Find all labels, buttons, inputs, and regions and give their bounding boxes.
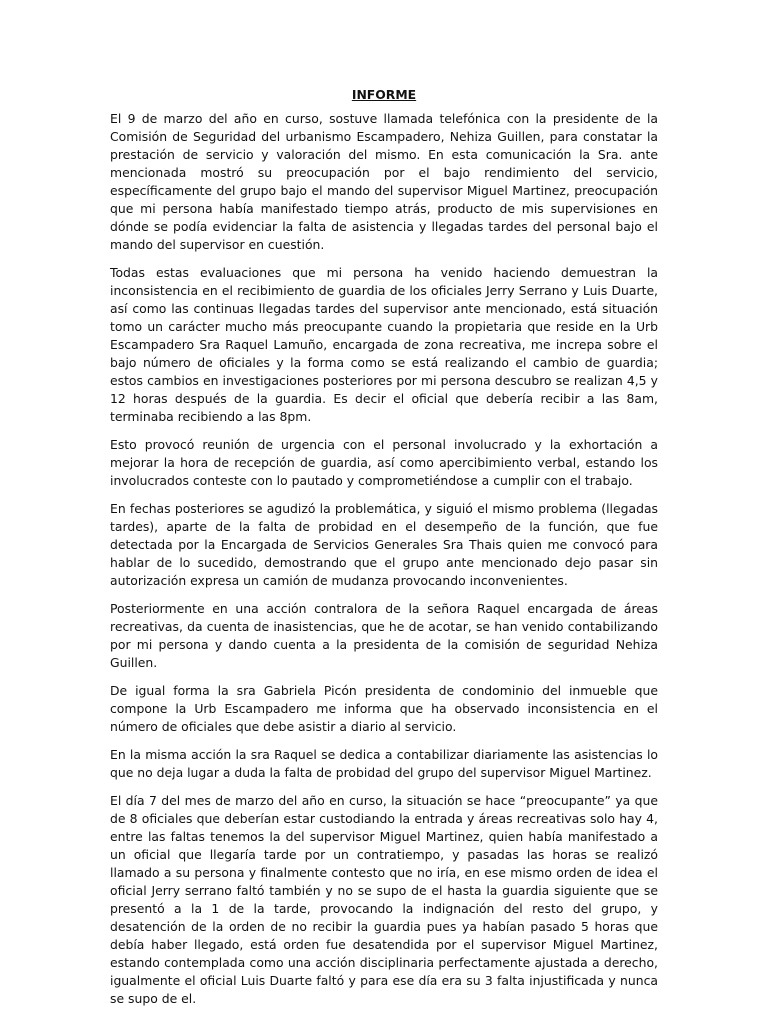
paragraph-8: El día 7 del mes de marzo del año en curso, la situación se hace “preocupante” ya que de 8 oficiales que deberían estar custodiando la entrada y áreas recreativas solo hay 4, entre las faltas tenemos la del supervisor Miguel Martinez, quien había manifestado a un oficial que llegaría tarde por un contratiempo, y pasadas las horas se realizó llamado a su persona y finalmente contesto que no iría, en ese mismo orden de idea el oficial Jerry serrano faltó también y no se supo de el hasta la guardia siguiente que se presentó a la 1 de la tarde, provocando la indignación del resto del grupo, y desatención de la orden de no recibir la guardia pues ya habían pasado 5 horas que debía haber llegado, está orden fue desatendida por el supervisor Miguel Martinez, estando contemplada como una acción disciplinaria perfectamente ajustada a derecho, igualmente el oficial Luis Duarte faltó y para ese día era su 3 falta injustificada y nunca se supo de el. bbox=[110, 793, 658, 1006]
paragraph-5: Posteriormente en una acción contralora de la señora Raquel encargada de áreas recreativas, da cuenta de inasistencias, que he de acotar, se han venido contabilizando por mi persona y dando cuenta a la presidenta de la comisión de seguridad Nehiza Guillen. bbox=[110, 601, 658, 670]
paragraph-1: El 9 de marzo del año en curso, sostuve llamada telefónica con la presidente de la Comisión de Seguridad del urbanismo Escampadero, Nehiza Guillen, para constatar la prestación de servicio y valoración del mismo. En esta comunicación la Sra. ante mencionada mostró su preocupación por el bajo rendimiento del servicio, específicamente del grupo bajo el mando del supervisor Miguel Martinez, preocupación que mi persona había manifestado tiempo atrás, producto de mis supervisiones en dónde se podía evidenciar la falta de asistencia y llegadas tardes del personal bajo el mando del supervisor en cuestión. bbox=[110, 111, 658, 252]
paragraph-6: De igual forma la sra Gabriela Picón presidenta de condominio del inmueble que compone la Urb Escampadero me informa que ha observado inconsistencia en el número de oficiales que debe asistir a diario al servicio. bbox=[110, 683, 658, 734]
document-title: INFORME bbox=[351, 87, 417, 102]
paragraph-2: Todas estas evaluaciones que mi persona ha venido haciendo demuestran la inconsistencia en el recibimiento de guardia de los oficiales Jerry Serrano y Luis Duarte, así como las continuas llegadas tardes del supervisor ante mencionado, está situación tomo un carácter mucho más preocupante cuando la propietaria que reside en la Urb Escampadero Sra Raquel Lamuño, encargada de zona recreativa, me increpa sobre el bajo número de oficiales y la forma como se está realizando el cambio de guardia; estos cambios en investigaciones posteriores por mi persona descubro se realizan 4,5 y 12 horas después de la guardia. Es decir el oficial que debería recibir a las 8am, terminaba recibiendo a las 8pm. bbox=[110, 265, 658, 424]
paragraph-4: En fechas posteriores se agudizó la problemática, y siguió el mismo problema (llegadas tardes), aparte de la falta de probidad en el desempeño de la función, que fue detectada por la Encargada de Servicios Generales Sra Thais quien me convocó para hablar de lo sucedido, demostrando que el grupo ante mencionado dejo pasar sin autorización expresa un camión de mudanza provocando inconvenientes. bbox=[110, 501, 658, 588]
paragraph-3: Esto provocó reunión de urgencia con el personal involucrado y la exhortación a mejorar la hora de recepción de guardia, así como apercibimiento verbal, estando los involucrados conteste con lo pautado y comprometiéndose a cumplir con el trabajo. bbox=[110, 437, 658, 488]
document-body bbox=[110, 86, 658, 1018]
paragraph-7: En la misma acción la sra Raquel se dedica a contabilizar diariamente las asistencias lo que no deja lugar a duda la falta de probidad del grupo del supervisor Miguel Martinez. bbox=[110, 747, 658, 780]
